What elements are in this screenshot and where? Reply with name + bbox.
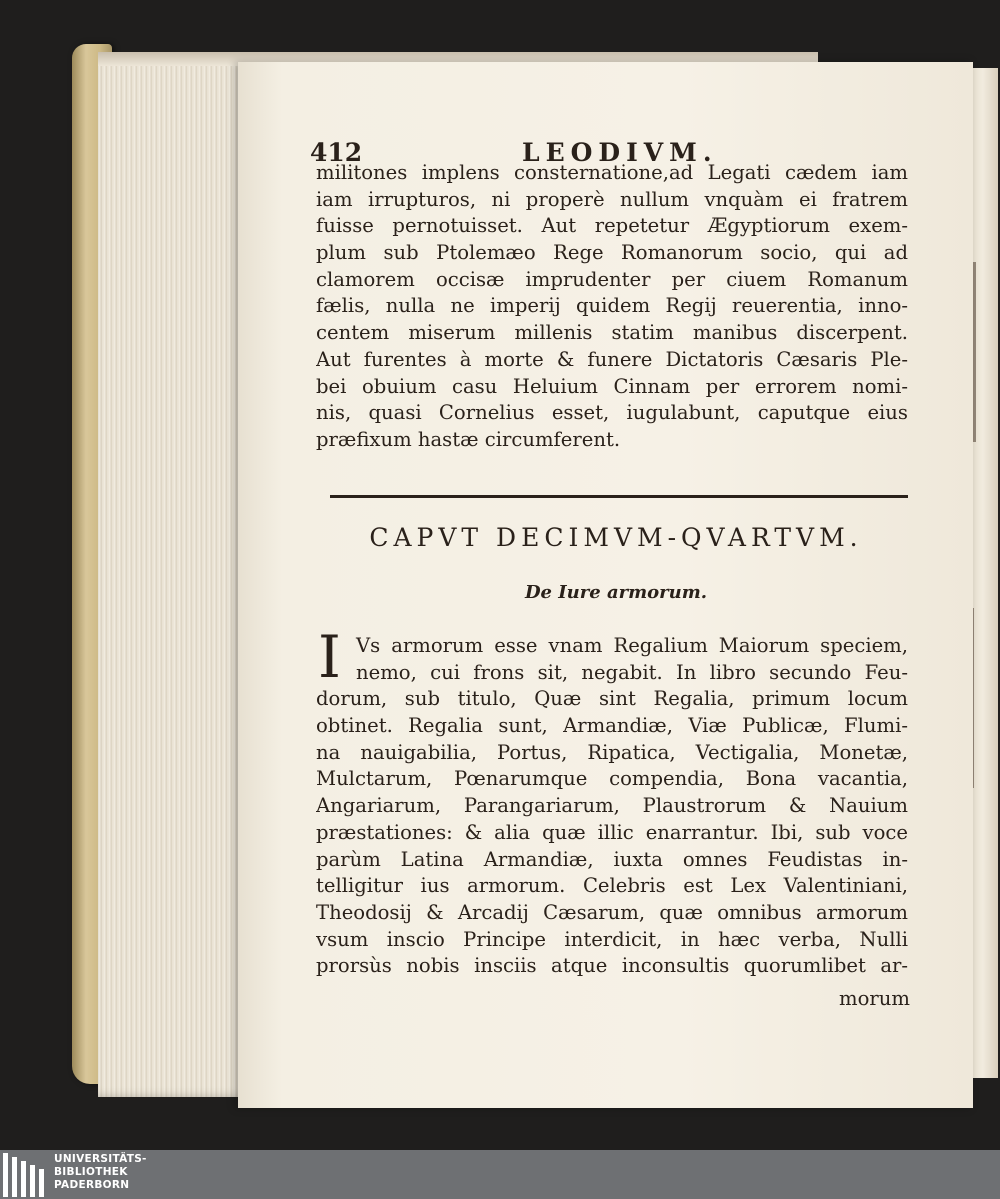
text-line: plum sub Ptolemæo Rege Romanorum socio, qui ad (316, 241, 908, 265)
text-line: nemo, cui frons sit, negabit. In libro secundo Feu- (356, 660, 908, 684)
text-line: præfixum hastæ circumferent. (316, 427, 621, 451)
text-line: bei obuium casu Heluium Cinnam per errorem nomi- (316, 374, 908, 398)
text-line: prorsùs nobis insciis atque inconsultis quorumlibet ar- (316, 954, 908, 978)
text-line: clamorem occisæ imprudenter per ciuem Romanum (316, 267, 908, 291)
page-number: 412 (310, 138, 363, 167)
text-line: Vs armorum esse vnam Regalium Maiorum speciem, (356, 634, 908, 657)
text-line: præstationes: & alia quæ illic enarrantur. Ibi, sub voce (316, 820, 908, 844)
chapter-subtitle: De Iure armorum. (524, 582, 708, 603)
logo-line: PADERBORN (54, 1179, 130, 1191)
text-line: Theodosij & Arcadij Cæsarum, quæ omnibus armorum (316, 900, 908, 924)
text-line: vsum inscio Principe interdicit, in hæc verba, Nulli (316, 927, 908, 951)
text-line: fælis, nulla ne imperij quidem Regij reuerentia, inno- (316, 294, 908, 318)
text-line: fuisse pernotuisset. Aut repetetur Ægyptiorum exem- (316, 214, 908, 238)
page-stack-edges (98, 52, 248, 1097)
chapter-title: CAPVT DECIMVM-QVARTVM. (369, 523, 863, 552)
catchword: morum (839, 987, 910, 1010)
text-line: obtinet. Regalia sunt, Armandiæ, Viæ Publicæ, Flumi- (316, 714, 908, 738)
text-line: na nauigabilia, Portus, Ripatica, Vectigalia, Monetæ, (316, 740, 908, 764)
text-line: militones implens consternatione,ad Legati cædem iam (316, 161, 908, 184)
text-line: parùm Latina Armandiæ, iuxta omnes Feudistas in- (316, 847, 908, 871)
text-line: nis, quasi Cornelius esset, iugulabunt, caputque eius (316, 401, 908, 425)
text-line: centem miserum millenis statim manibus discerpent. (316, 321, 908, 345)
text-line: dorum, sub titulo, Quæ sint Regalia, primum locum (316, 687, 908, 711)
running-head: LEODIVM. (522, 138, 718, 167)
paragraph-2 (316, 633, 908, 980)
drop-cap: I (318, 623, 341, 691)
library-logo-text (54, 1153, 147, 1192)
footer-bar (0, 1150, 1000, 1199)
text-line: iam irrupturos, ni properè nullum vnquàm ei fratrem (316, 187, 908, 211)
text-line: Angariarum, Parangariarum, Plaustrorum & Nauium (316, 794, 908, 818)
section-rule (330, 495, 908, 498)
logo-line: UNIVERSITÄTS- (54, 1153, 147, 1165)
text-line: Mulctarum, Pœnarumque compendia, Bona vacantia, (316, 767, 908, 791)
text-line: Aut furentes à morte & funere Dictatoris Cæsaris Ple- (316, 347, 908, 371)
paragraph-1 (316, 160, 908, 454)
text-line: telligitur ius armorum. Celebris est Lex Valentiniani, (316, 874, 908, 898)
library-logo-icon (3, 1153, 47, 1197)
logo-line: BIBLIOTHEK (54, 1166, 128, 1178)
